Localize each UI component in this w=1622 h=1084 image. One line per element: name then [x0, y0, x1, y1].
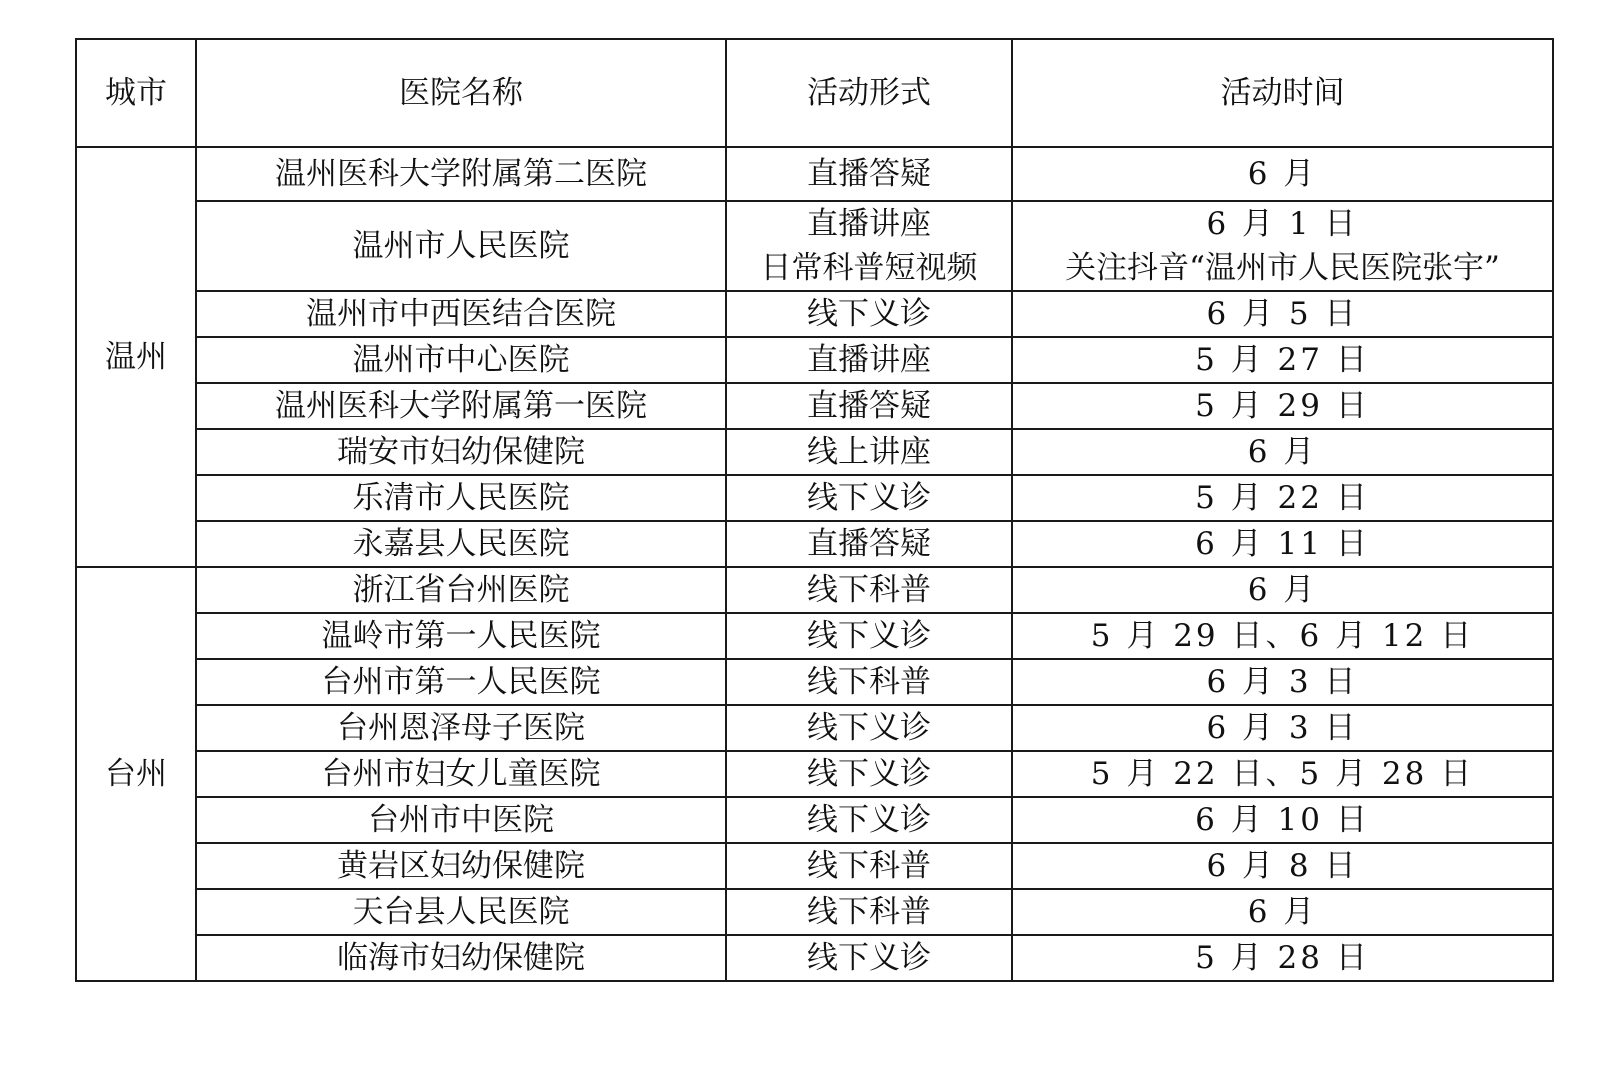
form-cell — [726, 705, 1012, 751]
hospital-cell: 温州医科大学附属第二医院 — [196, 147, 726, 201]
hospital-cell: 温州市中西医结合医院 — [196, 291, 726, 337]
table-row — [76, 797, 1553, 843]
table-row — [76, 567, 1553, 613]
table-row — [76, 935, 1553, 981]
form-line: 线上讲座 — [807, 434, 931, 470]
time-line: 6 月 — [1247, 156, 1318, 192]
time-cell — [1012, 843, 1553, 889]
time-line: 6 月 3 日 — [1206, 664, 1359, 700]
hospital-cell: 台州市妇女儿童医院 — [196, 751, 726, 797]
form-cell — [726, 337, 1012, 383]
time-line: 6 月 1 日 — [1206, 206, 1359, 242]
time-cell — [1012, 201, 1553, 291]
hospital-cell: 温岭市第一人民医院 — [196, 613, 726, 659]
activity-table — [75, 38, 1554, 982]
table-row — [76, 705, 1553, 751]
form-line: 线下义诊 — [807, 618, 931, 654]
hospital-cell: 台州市中医院 — [196, 797, 726, 843]
time-line: 5 月 29 日、6 月 12 日 — [1090, 618, 1475, 654]
time-line: 5 月 29 日 — [1195, 388, 1370, 424]
time-line: 关注抖音“温州市人民医院张宇” — [1065, 250, 1500, 286]
time-line: 6 月 10 日 — [1195, 802, 1370, 838]
form-cell — [726, 383, 1012, 429]
form-cell — [726, 935, 1012, 981]
header-time: 活动时间 — [1012, 39, 1553, 147]
form-line: 直播答疑 — [807, 388, 931, 424]
table-row — [76, 843, 1553, 889]
hospital-cell: 黄岩区妇幼保健院 — [196, 843, 726, 889]
time-cell — [1012, 659, 1553, 705]
form-cell — [726, 521, 1012, 567]
time-cell — [1012, 751, 1553, 797]
form-line: 直播答疑 — [807, 156, 931, 192]
time-cell — [1012, 613, 1553, 659]
form-cell — [726, 147, 1012, 201]
time-cell — [1012, 147, 1553, 201]
hospital-cell: 乐清市人民医院 — [196, 475, 726, 521]
form-line: 线下科普 — [807, 572, 931, 608]
time-cell — [1012, 291, 1553, 337]
form-cell — [726, 567, 1012, 613]
time-cell — [1012, 935, 1553, 981]
form-line: 线下义诊 — [807, 940, 931, 976]
time-line: 5 月 27 日 — [1195, 342, 1370, 378]
form-line: 线下义诊 — [807, 710, 931, 746]
form-cell — [726, 797, 1012, 843]
hospital-cell: 温州市中心医院 — [196, 337, 726, 383]
time-line: 6 月 11 日 — [1195, 526, 1370, 562]
time-line: 6 月 8 日 — [1206, 848, 1359, 884]
table-row — [76, 889, 1553, 935]
table-row — [76, 201, 1553, 291]
form-line: 线下义诊 — [807, 480, 931, 516]
table-row — [76, 291, 1553, 337]
form-cell — [726, 843, 1012, 889]
form-line: 线下义诊 — [807, 802, 931, 838]
header-city: 城市 — [76, 39, 196, 147]
time-line: 5 月 22 日、5 月 28 日 — [1090, 756, 1475, 792]
hospital-cell: 温州医科大学附属第一医院 — [196, 383, 726, 429]
time-cell — [1012, 567, 1553, 613]
time-line: 6 月 3 日 — [1206, 710, 1359, 746]
table-row — [76, 337, 1553, 383]
header-row — [76, 39, 1553, 147]
form-line: 线下科普 — [807, 894, 931, 930]
header-form: 活动形式 — [726, 39, 1012, 147]
hospital-cell: 台州市第一人民医院 — [196, 659, 726, 705]
form-cell — [726, 751, 1012, 797]
hospital-cell: 浙江省台州医院 — [196, 567, 726, 613]
time-line: 5 月 28 日 — [1195, 940, 1370, 976]
time-line: 6 月 5 日 — [1206, 296, 1359, 332]
hospital-cell: 临海市妇幼保健院 — [196, 935, 726, 981]
table-row — [76, 147, 1553, 201]
hospital-cell: 瑞安市妇幼保健院 — [196, 429, 726, 475]
hospital-cell: 永嘉县人民医院 — [196, 521, 726, 567]
hospital-cell: 温州市人民医院 — [196, 201, 726, 291]
form-cell — [726, 889, 1012, 935]
form-cell — [726, 429, 1012, 475]
form-line: 线下科普 — [807, 664, 931, 700]
form-line: 直播答疑 — [807, 526, 931, 562]
table-row — [76, 475, 1553, 521]
form-line: 线下义诊 — [807, 296, 931, 332]
time-cell — [1012, 429, 1553, 475]
table-row — [76, 429, 1553, 475]
table-row — [76, 613, 1553, 659]
time-cell — [1012, 475, 1553, 521]
form-cell — [726, 201, 1012, 291]
time-cell — [1012, 705, 1553, 751]
form-cell — [726, 659, 1012, 705]
city-cell: 温州 — [76, 147, 196, 567]
time-line: 6 月 — [1247, 894, 1318, 930]
table-row — [76, 751, 1553, 797]
form-line: 直播讲座 — [807, 206, 931, 242]
table-body — [76, 147, 1553, 981]
form-cell — [726, 475, 1012, 521]
header-hospital: 医院名称 — [196, 39, 726, 147]
time-line: 6 月 — [1247, 572, 1318, 608]
time-cell — [1012, 337, 1553, 383]
city-cell: 台州 — [76, 567, 196, 981]
time-cell — [1012, 889, 1553, 935]
hospital-cell: 台州恩泽母子医院 — [196, 705, 726, 751]
form-cell — [726, 613, 1012, 659]
time-line: 6 月 — [1247, 434, 1318, 470]
form-line: 线下科普 — [807, 848, 931, 884]
form-line: 直播讲座 — [807, 342, 931, 378]
hospital-cell: 天台县人民医院 — [196, 889, 726, 935]
table-row — [76, 659, 1553, 705]
time-line: 5 月 22 日 — [1195, 480, 1370, 516]
form-line: 日常科普短视频 — [760, 250, 978, 286]
table-row — [76, 521, 1553, 567]
time-cell — [1012, 797, 1553, 843]
form-cell — [726, 291, 1012, 337]
table-row — [76, 383, 1553, 429]
form-line: 线下义诊 — [807, 756, 931, 792]
time-cell — [1012, 383, 1553, 429]
time-cell — [1012, 521, 1553, 567]
